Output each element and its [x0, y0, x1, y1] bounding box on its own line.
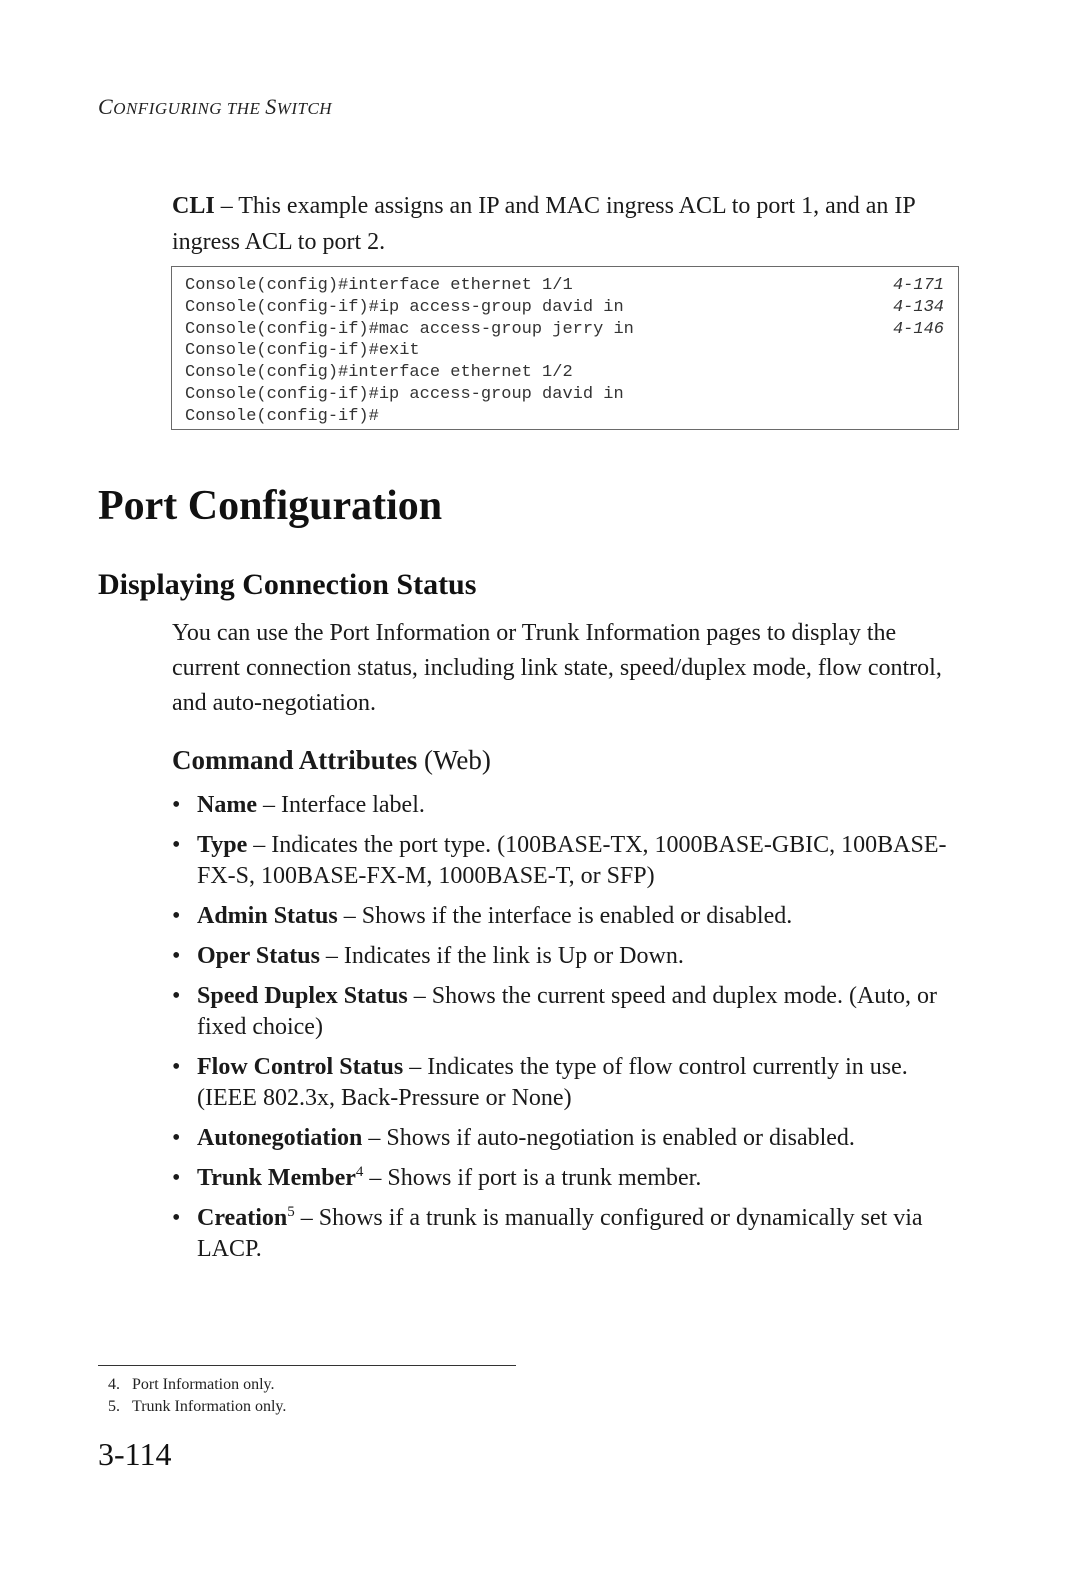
attributes-heading-bold: Command Attributes — [172, 745, 418, 775]
list-item — [172, 941, 962, 972]
code-line — [185, 384, 944, 406]
attribute-description: – Shows if the interface is enabled or disabled. — [337, 903, 793, 929]
bullet-icon: • — [172, 1054, 181, 1080]
bullet-icon: • — [172, 983, 181, 1009]
attribute-term: Type — [197, 832, 248, 858]
section-title: Port Configuration — [98, 483, 443, 529]
running-head-rest-1: ONFIGURING THE — [113, 99, 266, 118]
attribute-description: – Shows if a trunk is manually configured or dynamically set via LACP. — [197, 1205, 923, 1262]
list-item — [172, 790, 962, 821]
attribute-description: – Indicates if the link is Up or Down. — [319, 943, 684, 969]
footnote-text: Port Information only. — [132, 1376, 275, 1393]
code-line — [185, 362, 944, 384]
footnote-text: Trunk Information only. — [132, 1398, 287, 1415]
footnote-number: 5. — [108, 1398, 120, 1415]
attribute-description: – Shows if port is a trunk member. — [363, 1165, 702, 1191]
bullet-icon: • — [172, 943, 181, 969]
code-line — [185, 275, 944, 297]
attribute-term: Speed Duplex Status — [197, 983, 408, 1009]
bullet-icon: • — [172, 792, 181, 818]
body-paragraph: You can use the Port Information or Trunk Information pages to display the current connection status, including link state, speed/duplex mode, flow control, and auto-negotiation. — [172, 620, 942, 716]
bullet-icon: • — [172, 832, 181, 858]
list-item — [172, 1163, 962, 1194]
attribute-description: – Shows the current speed and duplex mode. (Auto, or fixed choice) — [197, 983, 937, 1040]
code-command: Console(config)#interface ethernet 1/2 — [185, 363, 573, 383]
list-item — [172, 981, 962, 1043]
list-item — [172, 1123, 962, 1154]
code-command: Console(config-if)#mac access-group jerry in — [185, 319, 634, 339]
code-example-box — [171, 266, 959, 430]
code-command: Console(config-if)# — [185, 406, 379, 426]
code-command: Console(config-if)#ip access-group david in — [185, 297, 624, 317]
list-item — [172, 1052, 962, 1114]
attribute-description: – Indicates the type of flow control currently in use. (IEEE 802.3x, Back-Pressure or None) — [197, 1054, 908, 1111]
list-item — [172, 901, 962, 932]
running-head-cap-2: S — [265, 94, 277, 119]
attribute-term: Autonegotiation — [197, 1125, 363, 1151]
attribute-term: Oper Status — [197, 943, 320, 969]
cli-label: CLI — [172, 193, 215, 219]
footnote-ref: 5 — [287, 1204, 295, 1220]
footnote-ref: 4 — [355, 1164, 364, 1180]
bullet-icon: • — [172, 903, 181, 929]
subsection-title: Displaying Connection Status — [98, 568, 477, 601]
code-page-ref: 4-146 — [892, 319, 944, 339]
attributes-list — [172, 790, 962, 1274]
code-command: Console(config)#interface ethernet 1/1 — [185, 276, 573, 295]
running-head-cap-1: C — [98, 94, 114, 119]
code-command: Console(config-if)#ip access-group david in — [185, 384, 624, 404]
code-line — [185, 319, 944, 341]
code-command: Console(config-if)#exit — [185, 341, 420, 361]
footnote — [108, 1374, 286, 1396]
attribute-term: Trunk Member — [197, 1165, 356, 1191]
bullet-icon: • — [172, 1125, 181, 1151]
cli-intro-paragraph — [172, 188, 972, 260]
footnote-divider — [98, 1365, 516, 1366]
page-number: 3-114 — [98, 1436, 172, 1472]
running-head — [98, 94, 332, 120]
code-line — [185, 406, 944, 428]
attribute-term: Admin Status — [197, 903, 338, 929]
running-head-rest-2: WITCH — [276, 99, 333, 118]
cli-intro-text: – This example assigns an IP and MAC ingress ACL to port 1, and an IP ingress ACL to port 2. — [172, 193, 915, 255]
attributes-heading-qualifier: (Web) — [417, 745, 491, 775]
attribute-description: – Shows if auto-negotiation is enabled or disabled. — [362, 1125, 855, 1151]
list-item — [172, 1203, 962, 1265]
code-line — [185, 297, 944, 319]
attribute-term: Name — [197, 792, 257, 818]
attribute-term: Creation — [197, 1205, 288, 1231]
code-page-ref: 4-134 — [892, 297, 944, 317]
attributes-heading — [172, 745, 491, 776]
footnote — [108, 1396, 286, 1418]
code-page-ref: 4-171 — [892, 276, 944, 295]
bullet-icon: • — [172, 1165, 181, 1191]
footnote-number: 4. — [108, 1376, 120, 1393]
attribute-term: Flow Control Status — [197, 1054, 404, 1080]
footnotes — [108, 1374, 286, 1418]
attribute-description: – Indicates the port type. (100BASE-TX, 1000BASE-GBIC, 100BASE-FX-S, 100BASE-FX-M, 1000BASE-T, or SFP) — [197, 832, 947, 889]
list-item — [172, 830, 962, 892]
bullet-icon: • — [172, 1205, 181, 1231]
attribute-description: – Interface label. — [256, 792, 425, 818]
code-line — [185, 340, 944, 362]
